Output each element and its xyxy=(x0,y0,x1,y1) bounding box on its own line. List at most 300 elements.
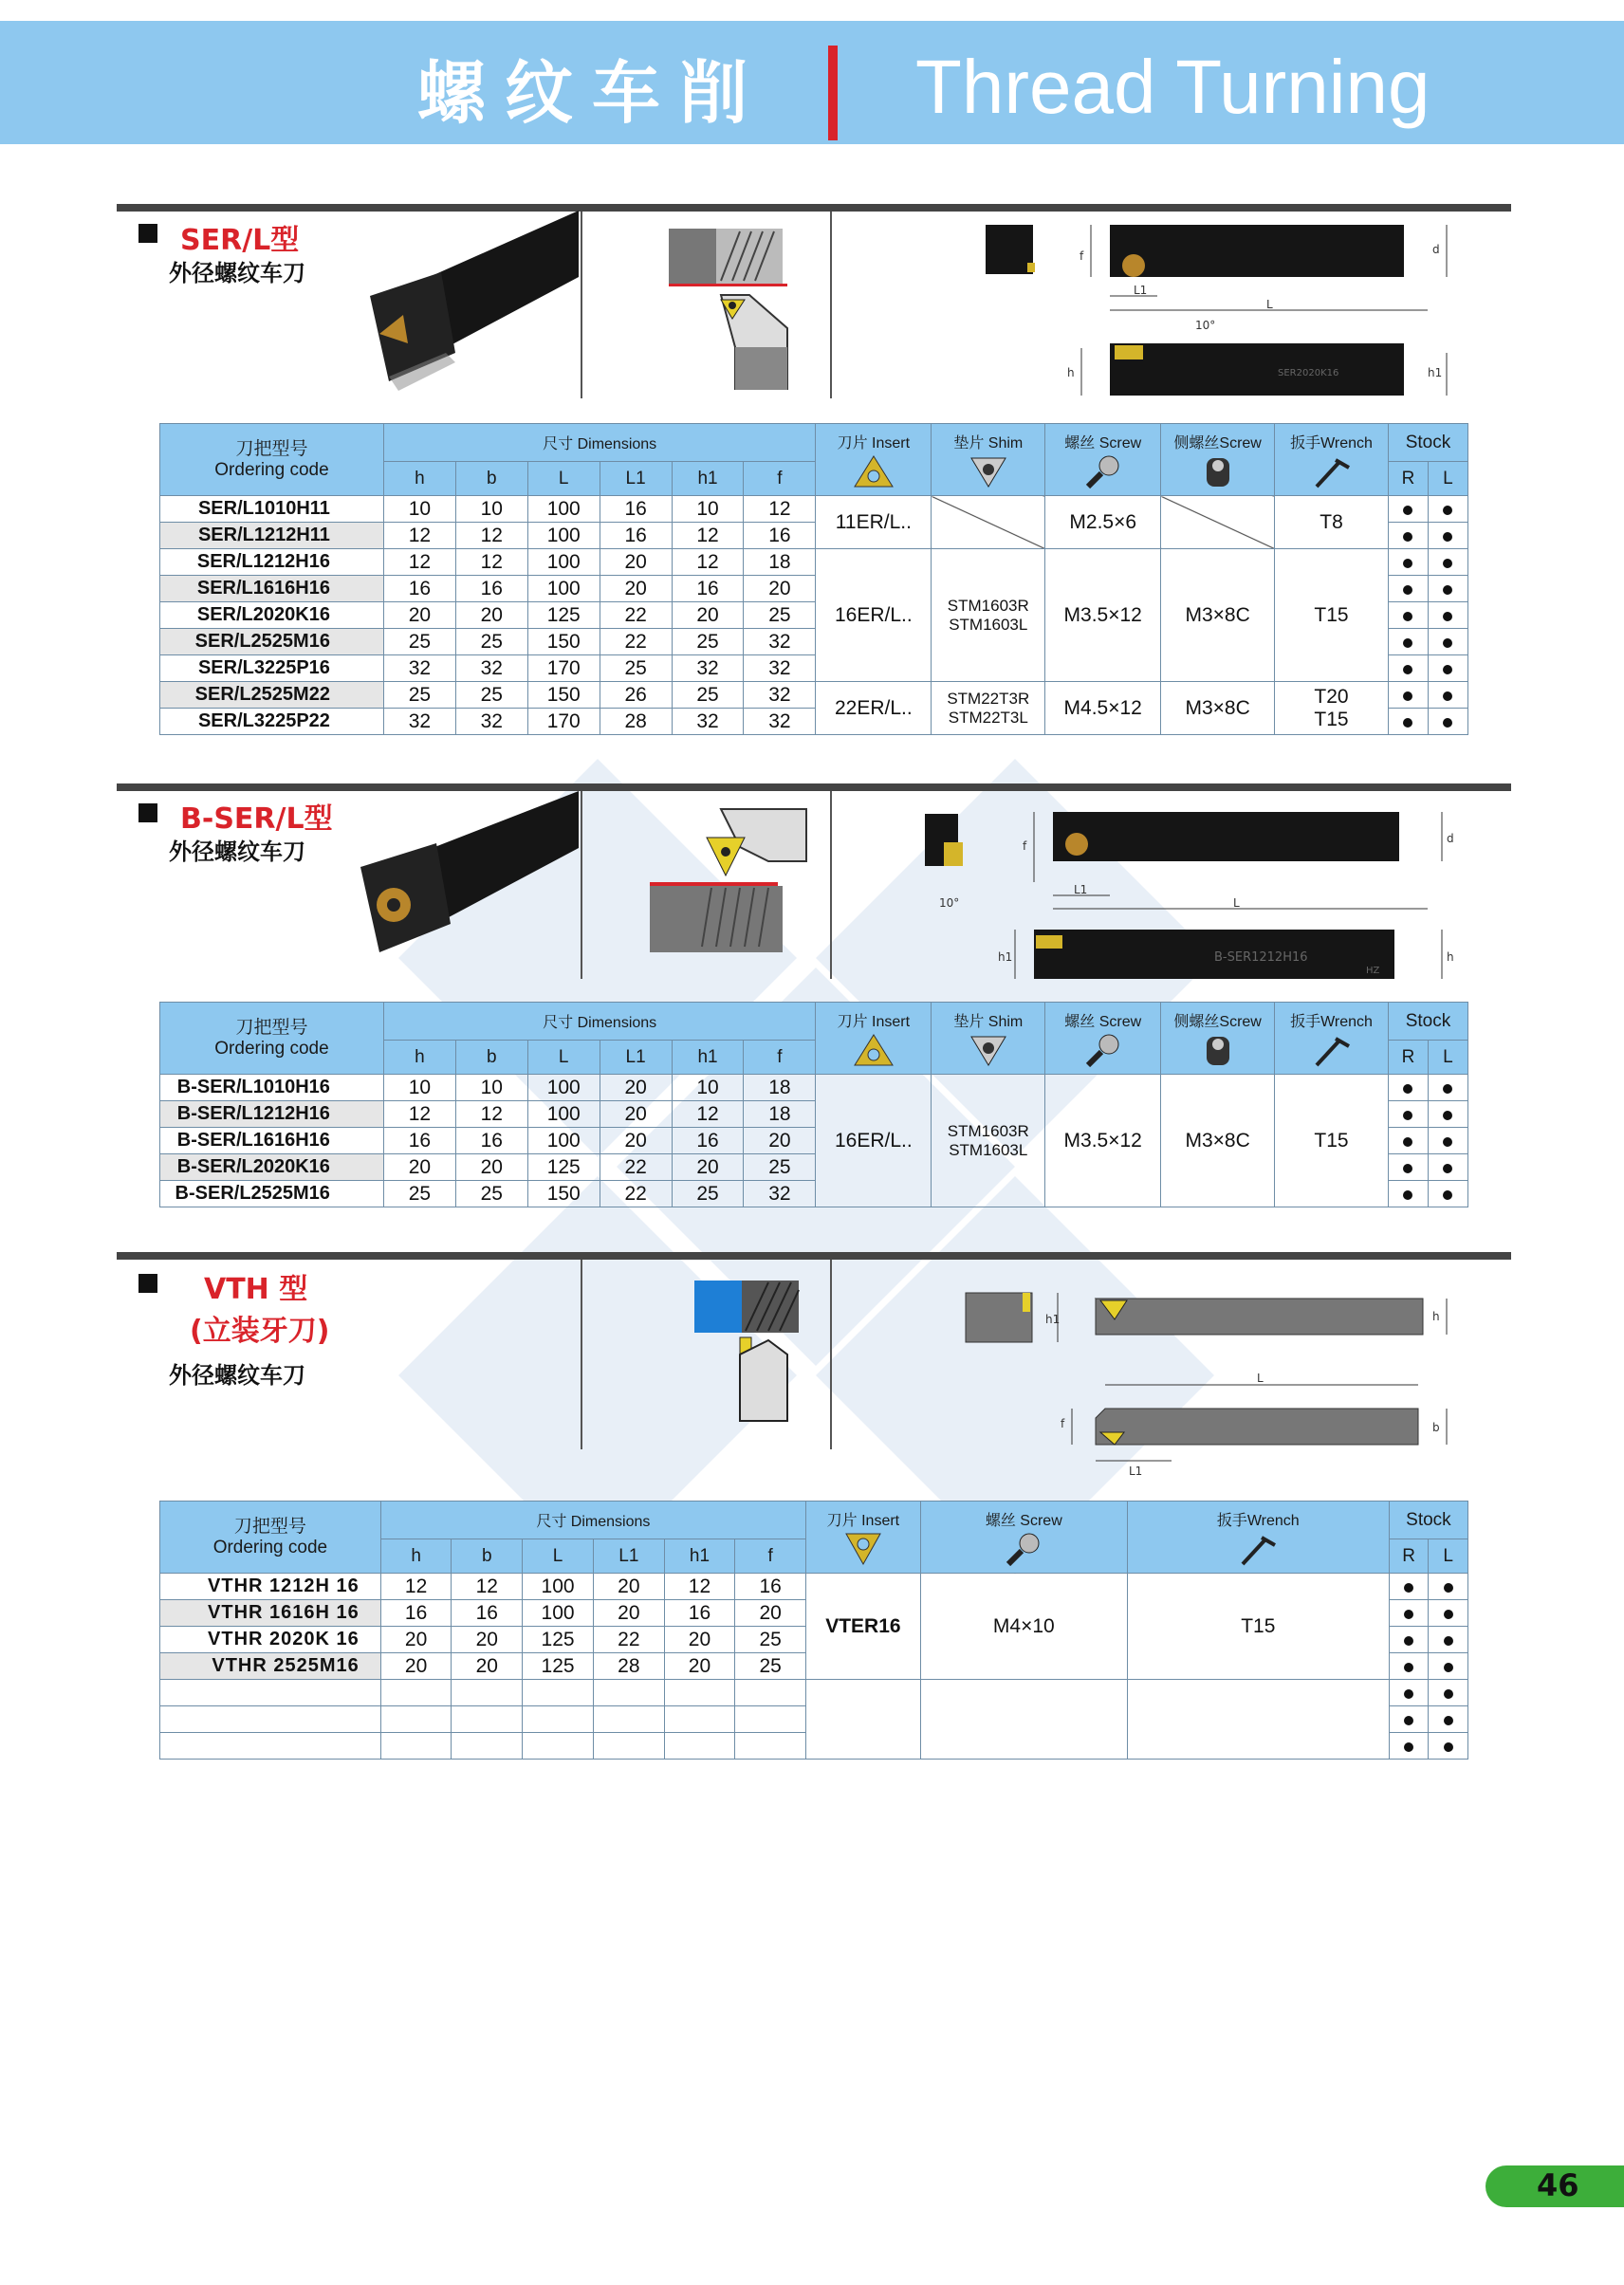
ordering-code: VTHR 1616H 16 xyxy=(160,1600,381,1627)
bser-dimension-drawing xyxy=(911,804,1470,985)
dim-h: 25 xyxy=(383,629,455,655)
stock-dot xyxy=(1388,496,1428,523)
divider xyxy=(830,1260,832,1449)
ordering-code: B-SER/L2525M16 xyxy=(160,1181,384,1207)
dim-L1: 20 xyxy=(600,1075,672,1101)
empty-cell xyxy=(920,1680,1127,1760)
dim-f: 32 xyxy=(744,1181,816,1207)
col-h1: h1 xyxy=(672,462,744,496)
stock-dot xyxy=(1389,1653,1429,1680)
stock-dot xyxy=(1429,1706,1468,1733)
dim-b: 20 xyxy=(455,602,527,629)
dim-f: 16 xyxy=(744,523,816,549)
stock-dot xyxy=(1388,1075,1428,1101)
dim-f: 20 xyxy=(735,1600,806,1627)
screw-icon xyxy=(1082,1033,1124,1067)
dim-L: 100 xyxy=(527,576,600,602)
dim-b: 20 xyxy=(455,1154,527,1181)
dim-b: 10 xyxy=(455,496,527,523)
empty-cell xyxy=(160,1680,381,1706)
dim-h1: 16 xyxy=(672,576,744,602)
svg-text:f: f xyxy=(1023,839,1027,853)
stock-dot xyxy=(1389,1680,1429,1706)
col-stock-header: Stock xyxy=(1389,1502,1467,1539)
dim-b: 25 xyxy=(455,629,527,655)
dim-b: 12 xyxy=(455,523,527,549)
ser-dimension-drawing xyxy=(982,220,1466,410)
section-subtitle-vth: 外径螺纹车刀 xyxy=(169,1362,305,1389)
wrench-cell: T15 xyxy=(1275,1075,1389,1207)
dim-f: 32 xyxy=(744,682,816,709)
dim-L1: 20 xyxy=(600,1128,672,1154)
section-rule-ser xyxy=(117,204,1511,212)
col-L: L xyxy=(527,1041,600,1075)
col-insert-header: 刀片 Insert xyxy=(816,424,932,496)
ser-table-body xyxy=(160,496,1468,735)
dim-h: 32 xyxy=(383,709,455,735)
ordering-code: VTHR 2020K 16 xyxy=(160,1627,381,1653)
dim-L1: 22 xyxy=(600,602,672,629)
dim-b: 16 xyxy=(452,1600,523,1627)
dim-f: 16 xyxy=(735,1574,806,1600)
stock-dot xyxy=(1428,1101,1467,1128)
stock-dot xyxy=(1428,602,1467,629)
svg-text:h: h xyxy=(1067,366,1075,379)
wrench-cell: T8 xyxy=(1275,496,1389,549)
side-screw-icon xyxy=(1197,454,1239,488)
stock-dot xyxy=(1428,629,1467,655)
dim-h: 12 xyxy=(383,549,455,576)
empty-cell xyxy=(594,1680,665,1706)
dim-f: 18 xyxy=(744,1075,816,1101)
dim-h1: 20 xyxy=(672,1154,744,1181)
dim-L1: 16 xyxy=(600,523,672,549)
shim-cell-line: STM1603R xyxy=(947,1121,1029,1140)
ordering-code: SER/L1212H16 xyxy=(160,549,384,576)
shim-icon xyxy=(968,454,1009,488)
dim-b: 12 xyxy=(452,1574,523,1600)
table-row xyxy=(160,1574,1468,1600)
col-h1: h1 xyxy=(664,1539,735,1574)
header-title-en: Thread Turning xyxy=(915,45,1430,129)
stock-dot xyxy=(1388,523,1428,549)
col-stock-r: R xyxy=(1388,1041,1428,1075)
svg-text:h1: h1 xyxy=(1045,1313,1061,1326)
screw-cell: M3.5×12 xyxy=(1045,1075,1161,1207)
col-L1: L1 xyxy=(600,1041,672,1075)
stock-dot xyxy=(1389,1627,1429,1653)
stock-dot xyxy=(1428,549,1467,576)
dim-L1: 28 xyxy=(594,1653,665,1680)
ordering-code: SER/L2020K16 xyxy=(160,602,384,629)
svg-text:L1: L1 xyxy=(1074,883,1088,896)
dim-h1: 20 xyxy=(664,1653,735,1680)
divider xyxy=(830,791,832,979)
dim-b: 12 xyxy=(455,1101,527,1128)
ordering-code: SER/L1616H16 xyxy=(160,576,384,602)
divider xyxy=(830,212,832,398)
dim-L1: 20 xyxy=(600,576,672,602)
col-dims-header: 尺寸 Dimensions xyxy=(383,1003,815,1041)
table-row xyxy=(160,549,1468,576)
dim-L: 170 xyxy=(527,655,600,682)
dim-L1: 22 xyxy=(600,1154,672,1181)
dim-f: 18 xyxy=(744,1101,816,1128)
ordering-code: SER/L1212H11 xyxy=(160,523,384,549)
svg-text:h1: h1 xyxy=(998,950,1013,964)
table-row xyxy=(160,1075,1468,1101)
screw-cell: M4×10 xyxy=(920,1574,1127,1680)
section-bullet xyxy=(138,1274,157,1293)
stock-dot xyxy=(1388,602,1428,629)
wrench-icon xyxy=(1311,454,1353,488)
wrench-cell-line: T15 xyxy=(1314,708,1349,730)
col-h: h xyxy=(380,1539,452,1574)
insert-cell: 16ER/L.. xyxy=(816,1075,932,1207)
col-screw-header: 螺丝 Screw xyxy=(1045,1003,1161,1075)
ordering-code: SER/L1010H11 xyxy=(160,496,384,523)
empty-cell xyxy=(735,1706,806,1733)
dim-b: 20 xyxy=(452,1653,523,1680)
dim-L: 150 xyxy=(527,682,600,709)
stock-dot xyxy=(1389,1733,1429,1760)
dim-L: 125 xyxy=(523,1627,594,1653)
empty-cell xyxy=(160,1706,381,1733)
dim-f: 25 xyxy=(744,602,816,629)
col-shim-header: 垫片 Shim xyxy=(932,1003,1045,1075)
screw-cell: M2.5×6 xyxy=(1045,496,1161,549)
dim-h1: 10 xyxy=(672,1075,744,1101)
svg-text:f: f xyxy=(1080,249,1084,263)
stock-dot xyxy=(1388,1181,1428,1207)
svg-text:h1: h1 xyxy=(1428,366,1443,379)
dim-h: 16 xyxy=(383,1128,455,1154)
vth-dimension-drawing xyxy=(958,1285,1470,1484)
shim-cell xyxy=(932,549,1045,682)
col-side-screw-header: 侧螺丝Screw xyxy=(1161,424,1275,496)
wrench-cell: T15 xyxy=(1127,1574,1389,1680)
dim-L1: 28 xyxy=(600,709,672,735)
empty-cell xyxy=(523,1706,594,1733)
dim-h1: 20 xyxy=(664,1627,735,1653)
dim-f: 12 xyxy=(744,496,816,523)
dim-b: 25 xyxy=(455,1181,527,1207)
stock-dot xyxy=(1388,655,1428,682)
col-f: f xyxy=(744,462,816,496)
col-screw-header: 螺丝 Screw xyxy=(920,1502,1127,1574)
bser-table-body xyxy=(160,1075,1468,1207)
col-L1: L1 xyxy=(600,462,672,496)
ordering-code: SER/L3225P22 xyxy=(160,709,384,735)
screw-cell: M3.5×12 xyxy=(1045,549,1161,682)
dim-b: 16 xyxy=(455,576,527,602)
shim-cell-line: STM1603R xyxy=(947,596,1029,615)
col-insert-header: 刀片 Insert xyxy=(816,1003,932,1075)
svg-text:h: h xyxy=(1447,950,1454,964)
wrench-cell xyxy=(1275,682,1389,735)
empty-cell xyxy=(664,1706,735,1733)
divider xyxy=(581,791,582,979)
svg-text:SER2020K16: SER2020K16 xyxy=(1278,368,1339,378)
section-title-vth: VTH 型 xyxy=(204,1273,308,1306)
shim-cell-line: STM1603L xyxy=(949,1140,1028,1159)
stock-dot xyxy=(1429,1627,1468,1653)
ordering-code: B-SER/L1616H16 xyxy=(160,1128,384,1154)
svg-text:L: L xyxy=(1233,896,1240,910)
dim-h1: 20 xyxy=(672,602,744,629)
stock-dot xyxy=(1389,1706,1429,1733)
stock-dot xyxy=(1428,655,1467,682)
svg-text:10°: 10° xyxy=(939,896,960,910)
wrench-cell: T15 xyxy=(1275,549,1389,682)
stock-dot xyxy=(1429,1733,1468,1760)
bser-application-drawing xyxy=(645,804,816,956)
empty-cell xyxy=(1127,1680,1389,1760)
empty-cell xyxy=(380,1706,452,1733)
dim-h: 20 xyxy=(383,1154,455,1181)
stock-dot xyxy=(1428,1075,1467,1101)
dim-h1: 32 xyxy=(672,709,744,735)
col-f: f xyxy=(735,1539,806,1574)
dim-h: 32 xyxy=(383,655,455,682)
section-subtitle-bser: 外径螺纹车刀 xyxy=(169,838,305,865)
empty-cell xyxy=(735,1733,806,1760)
stock-dot xyxy=(1429,1680,1468,1706)
insert-icon xyxy=(842,1532,884,1566)
dim-h: 16 xyxy=(380,1600,452,1627)
ser-tool-photo xyxy=(351,211,579,400)
dim-L: 150 xyxy=(527,1181,600,1207)
dim-h1: 12 xyxy=(672,549,744,576)
header-divider xyxy=(828,46,838,140)
svg-text:B-SER1212H16: B-SER1212H16 xyxy=(1214,950,1308,965)
ordering-code: SER/L3225P16 xyxy=(160,655,384,682)
dim-h1: 25 xyxy=(672,629,744,655)
empty-cell xyxy=(523,1680,594,1706)
stock-dot xyxy=(1428,1154,1467,1181)
col-stock-l: L xyxy=(1428,462,1467,496)
dim-h: 10 xyxy=(383,496,455,523)
insert-cell: 22ER/L.. xyxy=(816,682,932,735)
empty-cell xyxy=(452,1733,523,1760)
section-bullet xyxy=(138,224,157,243)
stock-dot xyxy=(1429,1574,1468,1600)
dim-f: 20 xyxy=(744,1128,816,1154)
insert-cell: 16ER/L.. xyxy=(816,549,932,682)
empty-cell xyxy=(452,1680,523,1706)
empty-cell xyxy=(735,1680,806,1706)
ordering-code: B-SER/L1010H16 xyxy=(160,1075,384,1101)
dim-L: 125 xyxy=(523,1653,594,1680)
section-title-ser: SER/L型 xyxy=(180,224,300,257)
col-screw-header: 螺丝 Screw xyxy=(1045,424,1161,496)
stock-dot xyxy=(1388,629,1428,655)
section-title-bser: B-SER/L型 xyxy=(180,802,333,836)
stock-dot xyxy=(1388,1128,1428,1154)
empty-cell xyxy=(594,1706,665,1733)
bser-spec-table xyxy=(159,1002,1468,1207)
stock-dot xyxy=(1388,1101,1428,1128)
empty-cell xyxy=(805,1680,920,1760)
dim-L: 125 xyxy=(527,1154,600,1181)
vth-spec-table xyxy=(159,1501,1468,1760)
dim-L: 150 xyxy=(527,629,600,655)
screw-cell: M4.5×12 xyxy=(1045,682,1161,735)
dim-L: 100 xyxy=(527,1101,600,1128)
dim-b: 20 xyxy=(452,1627,523,1653)
col-shim-header: 垫片 Shim xyxy=(932,424,1045,496)
dim-h: 10 xyxy=(383,1075,455,1101)
stock-dot xyxy=(1428,1128,1467,1154)
side-screw-cell xyxy=(1161,496,1275,549)
empty-cell xyxy=(523,1733,594,1760)
svg-text:d: d xyxy=(1447,832,1454,845)
dim-L1: 25 xyxy=(600,655,672,682)
dim-h: 25 xyxy=(383,682,455,709)
dim-h1: 12 xyxy=(672,523,744,549)
empty-cell xyxy=(664,1733,735,1760)
col-dims-header: 尺寸 Dimensions xyxy=(383,424,815,462)
section-rule-bser xyxy=(117,783,1511,791)
stock-dot xyxy=(1428,496,1467,523)
col-code-header: 刀把型号 Ordering code xyxy=(160,1003,384,1075)
table-row xyxy=(160,682,1468,709)
col-wrench-header: 扳手Wrench xyxy=(1275,424,1389,496)
col-stock-r: R xyxy=(1388,462,1428,496)
dim-f: 18 xyxy=(744,549,816,576)
page-number: 46 xyxy=(1537,2167,1579,2203)
dim-h: 20 xyxy=(383,602,455,629)
dim-h: 25 xyxy=(383,1181,455,1207)
insert-icon xyxy=(853,454,895,488)
dim-L1: 22 xyxy=(600,629,672,655)
svg-text:L: L xyxy=(1257,1372,1264,1385)
screw-icon xyxy=(1082,454,1124,488)
empty-cell xyxy=(664,1680,735,1706)
stock-dot xyxy=(1388,709,1428,735)
stock-dot xyxy=(1428,576,1467,602)
col-stock-r: R xyxy=(1389,1539,1429,1574)
dim-h1: 16 xyxy=(672,1128,744,1154)
col-h: h xyxy=(383,462,455,496)
dim-h1: 16 xyxy=(664,1600,735,1627)
col-code-header: 刀把型号 Ordering code xyxy=(160,424,384,496)
stock-dot xyxy=(1389,1574,1429,1600)
section-rule-vth xyxy=(117,1252,1511,1260)
col-code-header: 刀把型号 Ordering code xyxy=(160,1502,381,1574)
dim-h1: 25 xyxy=(672,1181,744,1207)
shim-cell xyxy=(932,496,1045,549)
dim-L: 125 xyxy=(527,602,600,629)
svg-text:L: L xyxy=(1266,298,1273,311)
col-side-screw-header: 侧螺丝Screw xyxy=(1161,1003,1275,1075)
svg-text:h: h xyxy=(1432,1310,1440,1323)
dim-h: 12 xyxy=(383,523,455,549)
dim-h1: 12 xyxy=(672,1101,744,1128)
col-L1: L1 xyxy=(594,1539,665,1574)
svg-text:L1: L1 xyxy=(1129,1465,1143,1478)
dim-f: 25 xyxy=(735,1627,806,1653)
section-title2-vth: (立装牙刀) xyxy=(190,1315,330,1348)
dim-L: 100 xyxy=(523,1600,594,1627)
col-L: L xyxy=(527,462,600,496)
divider xyxy=(581,1260,582,1449)
dim-f: 32 xyxy=(744,709,816,735)
wrench-icon xyxy=(1237,1532,1279,1566)
dim-h: 16 xyxy=(383,576,455,602)
shim-cell-line: STM22T3L xyxy=(948,708,1028,727)
empty-cell xyxy=(160,1733,381,1760)
ordering-code: SER/L2525M22 xyxy=(160,682,384,709)
dim-b: 16 xyxy=(455,1128,527,1154)
col-f: f xyxy=(744,1041,816,1075)
shim-icon xyxy=(968,1033,1009,1067)
col-dims-header: 尺寸 Dimensions xyxy=(380,1502,805,1539)
ordering-code: SER/L2525M16 xyxy=(160,629,384,655)
empty-cell xyxy=(594,1733,665,1760)
dim-f: 25 xyxy=(735,1653,806,1680)
stock-dot xyxy=(1428,523,1467,549)
dim-L: 100 xyxy=(527,523,600,549)
ordering-code: VTHR 1212H 16 xyxy=(160,1574,381,1600)
vth-application-drawing xyxy=(692,1279,806,1430)
stock-dot xyxy=(1429,1600,1468,1627)
svg-text:d: d xyxy=(1432,243,1440,256)
dim-h1: 25 xyxy=(672,682,744,709)
stock-dot xyxy=(1428,682,1467,709)
shim-cell-line: STM1603L xyxy=(949,615,1028,634)
dim-f: 32 xyxy=(744,655,816,682)
shim-cell-line: STM22T3R xyxy=(947,689,1030,708)
header-title-cn: 螺纹车削 xyxy=(417,53,767,133)
stock-dot xyxy=(1388,682,1428,709)
stock-dot xyxy=(1428,1181,1467,1207)
side-screw-cell: M3×8C xyxy=(1161,549,1275,682)
svg-text:f: f xyxy=(1061,1417,1065,1430)
col-wrench-header: 扳手Wrench xyxy=(1127,1502,1389,1574)
svg-text:HZ: HZ xyxy=(1366,966,1380,976)
dim-L1: 20 xyxy=(600,549,672,576)
stock-dot xyxy=(1388,549,1428,576)
col-b: b xyxy=(455,462,527,496)
stock-dot xyxy=(1389,1600,1429,1627)
dim-b: 25 xyxy=(455,682,527,709)
dim-h: 12 xyxy=(380,1574,452,1600)
col-b: b xyxy=(455,1041,527,1075)
ordering-code: VTHR 2525M16 xyxy=(160,1653,381,1680)
dim-b: 12 xyxy=(455,549,527,576)
dim-L1: 20 xyxy=(600,1101,672,1128)
svg-text:L1: L1 xyxy=(1134,284,1148,297)
col-wrench-header: 扳手Wrench xyxy=(1275,1003,1389,1075)
dim-L1: 20 xyxy=(594,1600,665,1627)
dim-b: 32 xyxy=(455,709,527,735)
dim-L1: 26 xyxy=(600,682,672,709)
ordering-code: B-SER/L1212H16 xyxy=(160,1101,384,1128)
wrench-cell-line: T20 xyxy=(1314,685,1349,708)
dim-L1: 20 xyxy=(594,1574,665,1600)
dim-L: 100 xyxy=(527,1075,600,1101)
stock-dot xyxy=(1429,1653,1468,1680)
dim-L: 100 xyxy=(523,1574,594,1600)
dim-L1: 16 xyxy=(600,496,672,523)
dim-h: 20 xyxy=(380,1627,452,1653)
shim-cell xyxy=(932,682,1045,735)
dim-L: 100 xyxy=(527,1128,600,1154)
dim-L: 100 xyxy=(527,549,600,576)
dim-h1: 12 xyxy=(664,1574,735,1600)
ser-application-drawing xyxy=(664,224,806,390)
